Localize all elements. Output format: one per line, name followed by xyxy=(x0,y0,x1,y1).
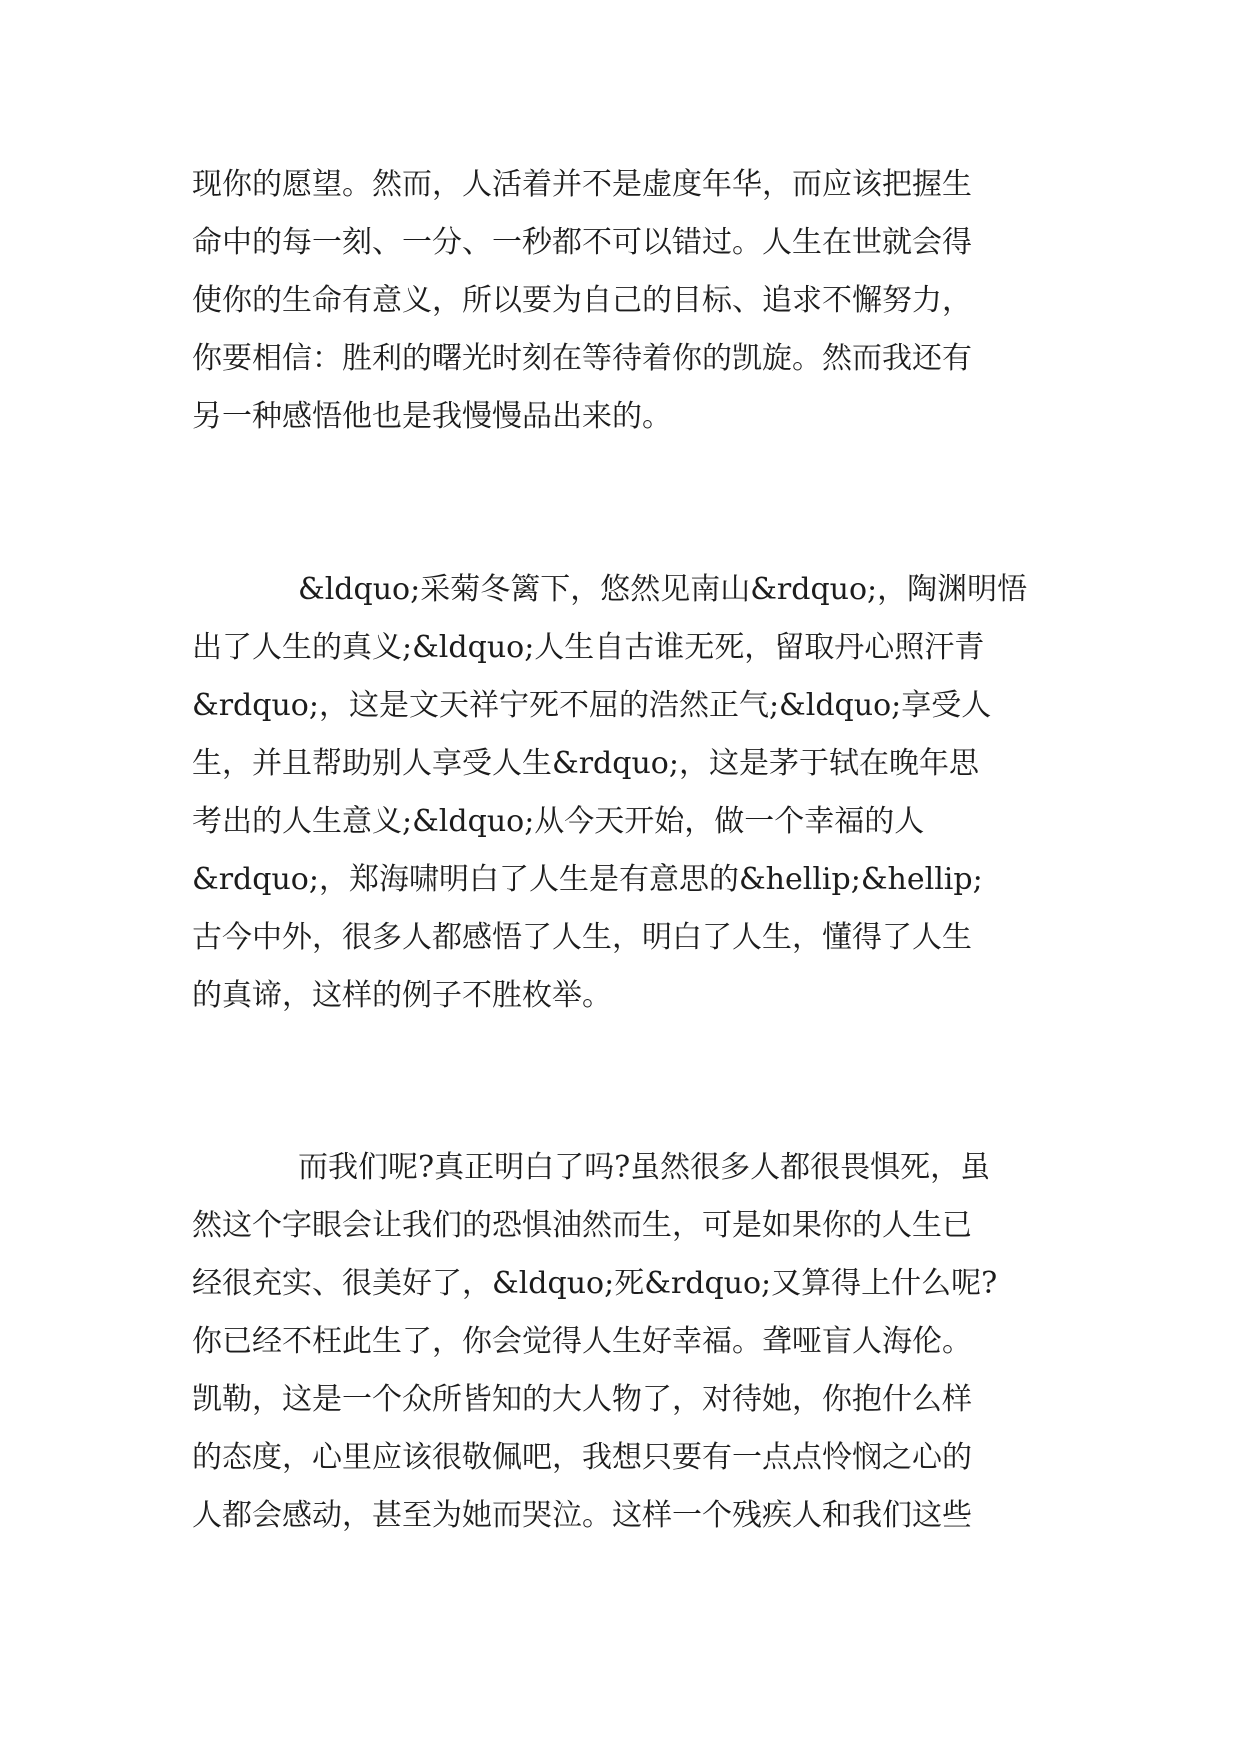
text-line: 古今中外，很多人都感悟了人生，明白了人生，懂得了人生 xyxy=(192,920,972,955)
text-line: 考出的人生意义;&ldquo;从今天开始，做一个幸福的人 xyxy=(192,804,925,839)
text-line: 你要相信：胜利的曙光时刻在等待着你的凯旋。然而我还有 xyxy=(192,341,972,376)
text-line: 然这个字眼会让我们的恐惧油然而生，可是如果你的人生已 xyxy=(192,1208,972,1243)
text-line: 现你的愿望。然而，人活着并不是虚度年华，而应该把握生 xyxy=(192,167,972,202)
text-line: &ldquo;采菊冬篱下，悠然见南山&rdquo;，陶渊明悟 xyxy=(298,572,1028,607)
text-line: 使你的生命有意义，所以要为自己的目标、追求不懈努力， xyxy=(192,283,972,318)
text-line: 命中的每一刻、一分、一秒都不可以错过。人生在世就会得 xyxy=(192,225,972,260)
text-line: &rdquo;，郑海啸明白了人生是有意思的&hellip;&hellip; xyxy=(192,862,983,897)
text-line: 生，并且帮助别人享受人生&rdquo;，这是茅于轼在晚年思 xyxy=(192,746,979,781)
text-line: 人都会感动，甚至为她而哭泣。这样一个残疾人和我们这些 xyxy=(192,1498,972,1533)
text-line: 凯勒，这是一个众所皆知的大人物了，对待她，你抱什么样 xyxy=(192,1382,972,1417)
text-line: &rdquo;，这是文天祥宁死不屈的浩然正气;&ldquo;享受人 xyxy=(192,688,992,723)
text-line: 另一种感悟他也是我慢慢品出来的。 xyxy=(192,399,672,434)
text-line: 经很充实、很美好了，&ldquo;死&rdquo;又算得上什么呢? xyxy=(192,1266,998,1301)
text-line: 的真谛，这样的例子不胜枚举。 xyxy=(192,978,612,1013)
text-line: 的态度，心里应该很敬佩吧，我想只要有一点点怜悯之心的 xyxy=(192,1440,972,1475)
text-line: 你已经不枉此生了，你会觉得人生好幸福。聋哑盲人海伦。 xyxy=(192,1324,972,1359)
text-line: 出了人生的真义;&ldquo;人生自古谁无死，留取丹心照汗青 xyxy=(192,630,985,665)
text-line: 而我们呢?真正明白了吗?虽然很多人都很畏惧死，虽 xyxy=(298,1150,991,1185)
